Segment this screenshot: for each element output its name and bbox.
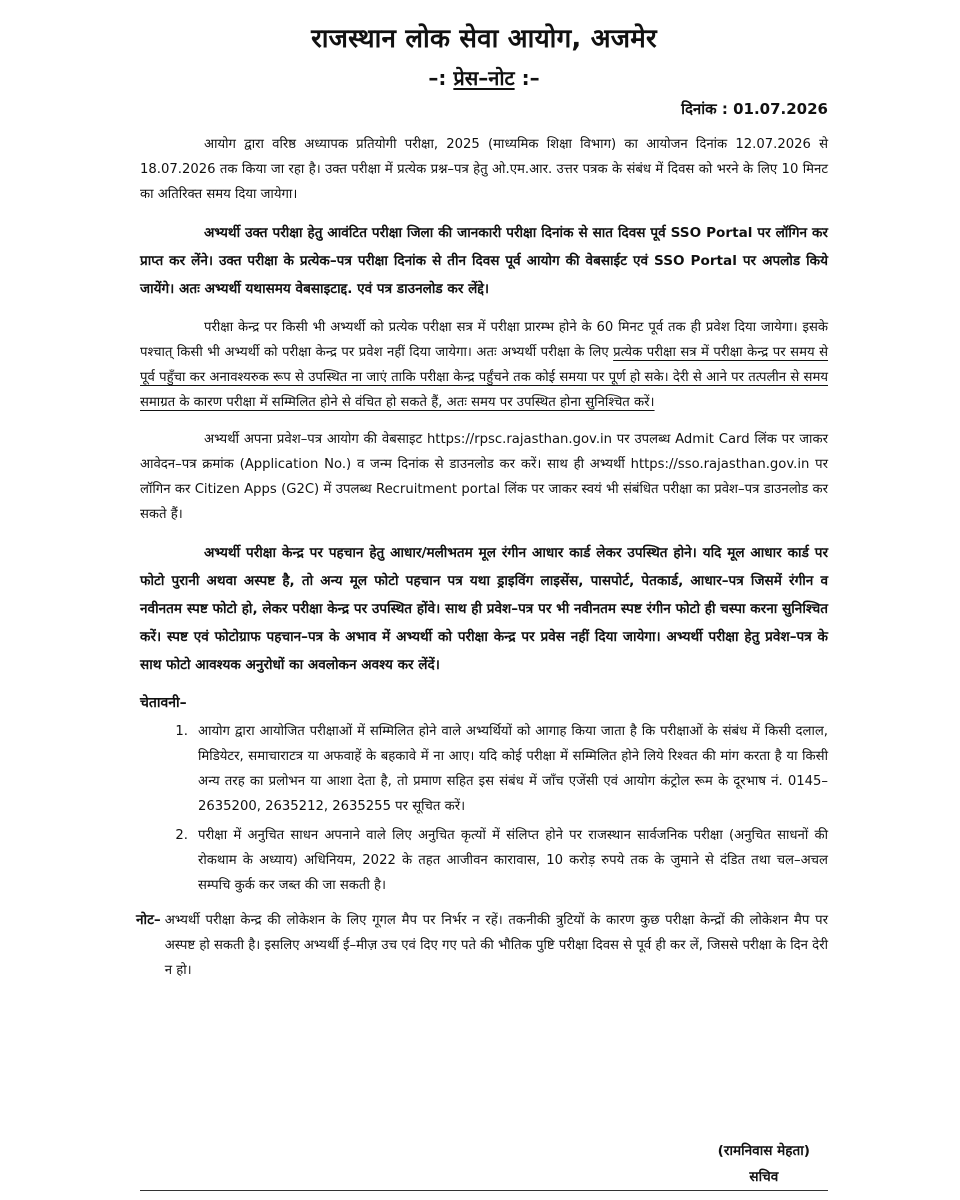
warning-item-text: आयोग द्वारा आयोजित परीक्षाओं में सम्मिलित होने वाले अभ्यर्थियों को आगाह किया जाता है कि परीक्षाओं के संबंध में किसी दलाल, मिडियेटर, समाचाराटत्र या अफवाहें के बहकावे में ना आए। यदि कोई परीक्षा में सम्मिलित होने लिये रिश्वत की मांग करता है या किसी अन्य तरह का प्रलोभन या आशा देता है, तो प्रमाण सहित इस संबंध में जाँच एजेंसी एवं आयोग कंट्रोल रूम के दूरभाष नं. 0145–2635200, 2635212, 2635255 पर सूचित करें। [198, 724, 828, 814]
paragraph-entry-timing [140, 315, 828, 415]
paragraph-admit-card: अभ्यर्थी अपना प्रवेश–पत्र आयोग की वेबसाइट https://rpsc.rajasthan.gov.in पर उपलब्ध Admit Card लिंक पर जाकर आवेदन–पत्र क्रमांक (Application No.) व जन्म दिनांक से डाउनलोड कर करें। साथ ही अभ्यर्थी https://sso.rajasthan.gov.in पर लॉगिन कर Citizen Apps (G2C) में उपलब्ध Recruitment portal लिंक पर जाकर स्वयं भी संबंधित परीक्षा का प्रवेश–पत्र डाउनलोड कर सकते हैं। [140, 432, 828, 522]
date-value: 01.07.2026 [733, 100, 828, 118]
note-text: अभ्यर्थी परीक्षा केन्द्र की लोकेशन के लिए गूगल मैप पर निर्भर न रहें। तकनीकी त्रुटियों के कारण कुछ परीक्षा केन्द्रों की लोकेशन मैप पर अस्पष्ट हो सकती है। इसलिए अभ्यर्थी ई–मीज़ उच एवं दिए गए पते की भौतिक पुष्टि परीक्षा दिवस से पूर्व ही कर लें, जिससे परीक्षा के दिन देरी न हो। [164, 913, 828, 978]
warning-item-text: परीक्षा में अनुचित साधन अपनाने वाले लिए अनुचित कृत्यों में संलिप्त होने पर राजस्थान सार्वजनिक परीक्षा (अनुचित साधनों की रोकथाम के अध्याय) अधिनियम, 2022 के तहत आजीवन कारावास, 10 करोड़ रुपये तक के जुमाने से दंडित तथा चल–अचल सम्पचि कुर्क कर जब्त की जा सकती है। [198, 828, 828, 893]
date-label: दिनांक : [681, 100, 734, 118]
warning-item [140, 719, 828, 819]
paragraph-identity-proof: अभ्यर्थी परीक्षा केन्द्र पर पहचान हेतु आधार/मलीभतम मूल रंगीन आधार कार्ड लेकर उपस्थित होने। यदि मूल आधार कार्ड पर फोटो पुरानी अथवा अस्पष्ट है, तो अन्य मूल फोटो पहचान पत्र यथा ड्राइविंग लाइसेंस, पासपोर्ट, पेतकार्ड, आधार–पत्र जिसमें रंगीन व नवीनतम स्पष्ट फोटो हो, लेकर परीक्षा केन्द्र पर उपस्थित होंवे। साथ ही प्रवेश–पत्र पर भी नवीनतम स्पष्ट रंगीन फोटो ही चस्पा करना सुनिश्चित करें। स्पष्ट एवं फोटोग्राफ पहचान–पत्र के अभाव में अभ्यर्थी को परीक्षा केन्द्र पर प्रवेस नहीं दिया जायेगा। अभ्यर्थी परीक्षा हेतु प्रवेश–पत्र के साथ फोटो आवश्यक अनुरोधों का अवलोकन अवश्य कर लेंदें। [140, 545, 828, 673]
warning-item-number: 2. [175, 828, 188, 843]
press-note-suffix: :– [514, 66, 540, 90]
press-note-prefix: –: [428, 66, 454, 90]
warning-item-number: 1. [175, 724, 188, 739]
entry-timing-text: परीक्षा केन्द्र पर किसी भी अभ्यर्थी को प्रत्येक परीक्षा सत्र में परीक्षा प्रारम्भ होने के 60 मिनट पूर्व तक ही प्रवेश दिया जायेगा। इसके पश्चात् किसी भी अभ्यर्थी को परीक्षा केन्द्र पर प्रवेश नहीं दिया जायेगा। अतः अभ्यर्थी परीक्षा के लिए [140, 320, 828, 360]
bottom-divider [140, 1190, 828, 1191]
note-block [136, 908, 828, 983]
paragraph-district-info: अभ्यर्थी उक्त परीक्षा हेतु आवंटित परीक्षा जिला की जानकारी परीक्षा दिनांक से सात दिवस पूर्व SSO Portal पर लॉगिन कर प्राप्त कर लेंने। उक्त परीक्षा के प्रत्येक–पत्र परीक्षा दिनांक से तीन दिवस पूर्व आयोग की वेबसाईट एवं SSO Portal पर अपलोड किये जायेंगे। अतः अभ्यर्थी यथासमय वेबसाइटाद्द. एवं पत्र डाउनलोड कर लेंद्दे। [140, 225, 828, 297]
signatory-designation: सचिव [749, 1169, 779, 1185]
press-note-heading [140, 64, 828, 92]
signatory-name: (रामनिवास मेहता) [717, 1143, 810, 1159]
date-line [140, 98, 828, 120]
signature-block [718, 1138, 810, 1190]
organization-title: राजस्थान लोक सेवा आयोग, अजमेर [311, 24, 657, 54]
warning-list [140, 719, 828, 898]
paragraph-exam-schedule: आयोग द्वारा वरिष्ठ अध्यापक प्रतियोगी परीक्षा, 2025 (माध्यमिक शिक्षा विभाग) का आयोजन दिनांक 12.07.2026 से 18.07.2026 तक किया जा रहा है। उक्त परीक्षा में प्रत्येक प्रश्न–पत्र हेतु ओ.एम.आर. उत्तर पत्रक के संबंध में दिवस को भरने के लिए 10 मिनट का अतिरिक्त समय दिया जायेगा। [140, 137, 828, 202]
note-label: नोट– [136, 912, 161, 928]
warning-heading: चेतावनी– [140, 695, 187, 711]
warning-item [140, 823, 828, 898]
press-note-label: प्रेस–नोट [453, 66, 515, 90]
entry-timing-underlined: प्रत्येक परीक्षा सत्र में परीक्षा केन्द्र पर समय से पूर्व पहुँचा कर अनावश्यरुक रूप से उपस्थित ना जाएं ताकि परीक्षा केन्द्र पर्हुंचने तक कोई समया पर पूर्ण हो सके। देरी से आने पर तत्पलीन से समय समाग्रत के कारण परीक्षा में सम्मिलित होने से वंचित हो सकते हैं, अतः समय पर उपस्थित होना सुनिश्चित करें। [140, 345, 829, 410]
